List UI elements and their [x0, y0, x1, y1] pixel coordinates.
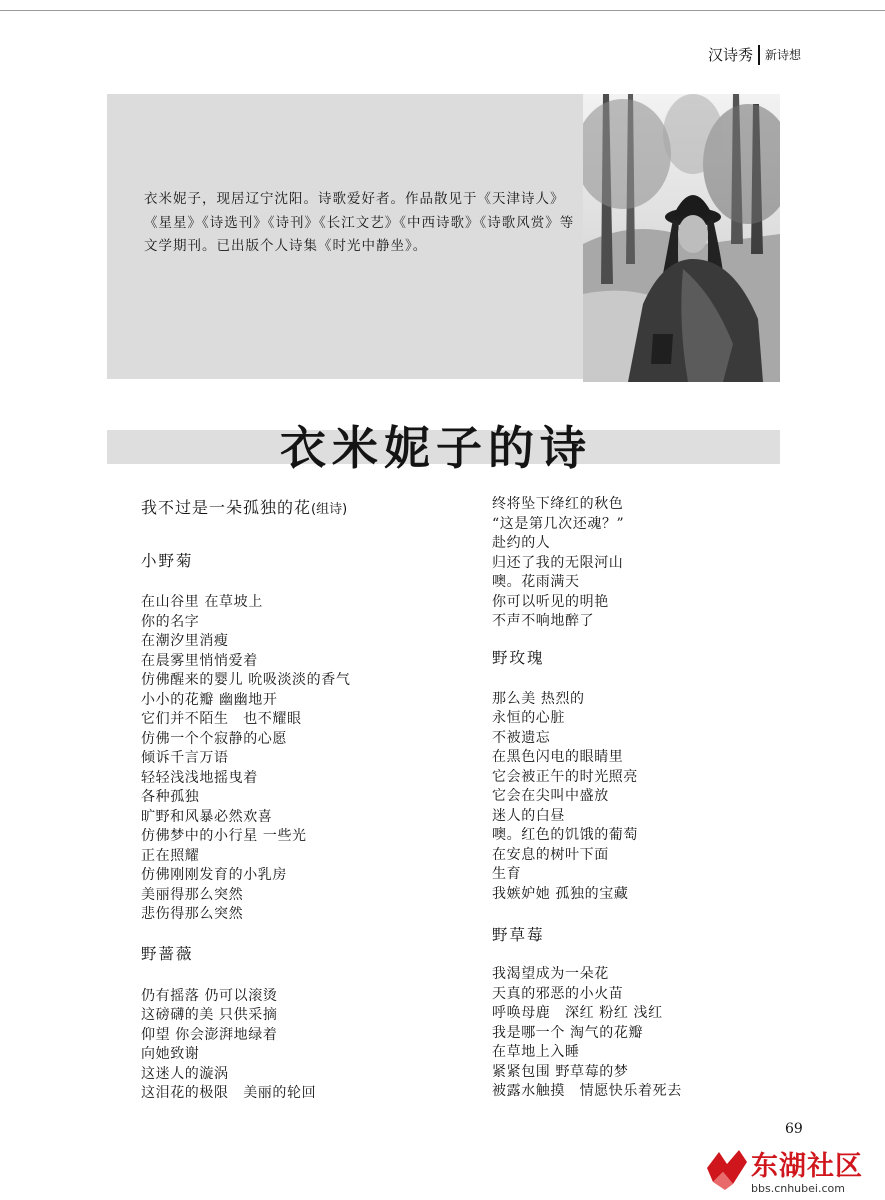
poem-line: 仿佛一个个寂静的心愿: [141, 730, 287, 747]
poem-line: 噢。花雨满天: [492, 574, 580, 590]
poem-title: 小野菊: [141, 552, 194, 570]
poem-line: 噢。红色的饥饿的葡萄: [492, 827, 638, 843]
poem-line: 我是哪一个 淘气的花瓣: [492, 1024, 644, 1041]
poem-lines: [141, 593, 461, 925]
poem-line: 它们并不陌生 也不耀眼: [141, 711, 302, 727]
poem-line: 仿佛醒来的婴儿 吮吸淡淡的香气: [141, 672, 351, 688]
poem-line: 不声不响地醉了: [492, 613, 595, 629]
column-header: [708, 44, 801, 65]
poem-line: 我渴望成为一朵花: [492, 966, 609, 982]
poem-line: “这是第几次还魂？”: [492, 515, 625, 532]
poem-line: 呼唤母鹿 深红 粉红 浅红: [492, 1005, 663, 1021]
poem-line: 这磅礴的美 只供采摘: [141, 1007, 278, 1023]
poem-line: 轻轻浅浅地摇曳着: [141, 769, 258, 786]
poem-line: 迷人的白昼: [492, 807, 565, 824]
poem-line: 这泪花的极限 美丽的轮回: [141, 1085, 317, 1101]
poem-line: 赴约的人: [492, 535, 551, 551]
author-photo: [583, 94, 780, 382]
poem-line: 天真的邪恶的小火苗: [492, 985, 624, 1002]
page-title: 衣米妮子的诗: [280, 421, 592, 475]
series-title: [141, 496, 461, 520]
swoosh-icon: [703, 1144, 749, 1192]
poem-line: 在潮汐里消瘦: [141, 633, 229, 649]
page-number: 69: [785, 1121, 803, 1137]
poem-line: 正在照耀: [141, 847, 200, 864]
author-bio: 衣米妮子，现居辽宁沈阳。诗歌爱好者。作品散见于《天津诗人》《星星》《诗选刊》《诗刊》《长江文艺》《中西诗歌》《诗歌风赏》等文学期刊。已出版个人诗集《时光中静坐》。: [144, 191, 575, 254]
poem-line: 不被遗忘: [492, 729, 551, 746]
left-column: [141, 496, 461, 1104]
poem-line: 生育: [492, 866, 522, 882]
poem-line: 小小的花瓣 幽幽地开: [141, 691, 278, 708]
poem-line: 在山谷里 在草坡上: [141, 594, 263, 610]
poem-line: 仿佛刚刚发育的小乳房: [141, 867, 287, 883]
poem-line: 终将坠下绛红的秋色: [492, 496, 624, 512]
poem-line: 在草地上入睡: [492, 1044, 580, 1060]
poem-line: 旷野和风暴必然欢喜: [141, 808, 273, 825]
poem-line: 紧紧包围 野草莓的梦: [492, 1063, 629, 1080]
poem-line: 归还了我的无限河山: [492, 554, 624, 571]
poem-lines: [492, 965, 772, 1102]
poem-line: 永恒的心脏: [492, 710, 565, 726]
poem-line: 倾诉千言万语: [141, 750, 229, 766]
poem-line: 你可以听见的明艳: [492, 593, 609, 610]
poem-line: 在晨雾里悄悄爱着: [141, 652, 258, 669]
watermark-logo: [703, 1140, 883, 1200]
poem-title: 野草莓: [492, 926, 545, 944]
poem-line: 向她致谢: [141, 1046, 200, 1062]
poem-line: 在黑色闪电的眼睛里: [492, 749, 624, 765]
header-divider: [758, 45, 760, 65]
poem-lines: [141, 987, 461, 1104]
series-name: 我不过是一朵孤独的花: [141, 498, 312, 517]
poem-lines: [492, 495, 772, 632]
poem-line: 美丽得那么突然: [141, 886, 244, 903]
poem-line: 你的名字: [141, 613, 200, 630]
poem-line: 仰望 你会澎湃地绿着: [141, 1026, 278, 1043]
poem-line: 悲伤得那么突然: [141, 906, 244, 922]
poem-line: 在安息的树叶下面: [492, 846, 609, 863]
column-name: 汉诗秀: [707, 46, 753, 64]
poem-title: 野蔷薇: [141, 944, 194, 963]
poem-line: 被露水触摸 情愿快乐着死去: [492, 1083, 682, 1099]
poem-lines: [492, 690, 772, 905]
poem-line: 这迷人的漩涡: [141, 1065, 229, 1082]
poem-line: 仿佛梦中的小行星 一些光: [141, 828, 307, 844]
poem-title: 野玫瑰: [492, 648, 545, 667]
poem-line: 各种孤独: [141, 789, 200, 805]
watermark-name: 东湖社区: [751, 1151, 863, 1182]
poem-line: 那么美 热烈的: [492, 690, 585, 707]
poem-line: 它会被正午的时光照亮: [492, 768, 638, 785]
series-note: (组诗): [311, 502, 348, 517]
poem-line: 仍有摇落 仍可以滚烫: [141, 987, 278, 1004]
right-column: [492, 495, 772, 1102]
poem-line: 我嫉妒她 孤独的宝藏: [492, 885, 629, 902]
watermark-url: bbs.cnhubei.com: [751, 1182, 845, 1195]
top-rule: [0, 0, 885, 11]
section-name: 新诗想: [764, 48, 801, 62]
poem-line: 它会在尖叫中盛放: [492, 788, 609, 804]
